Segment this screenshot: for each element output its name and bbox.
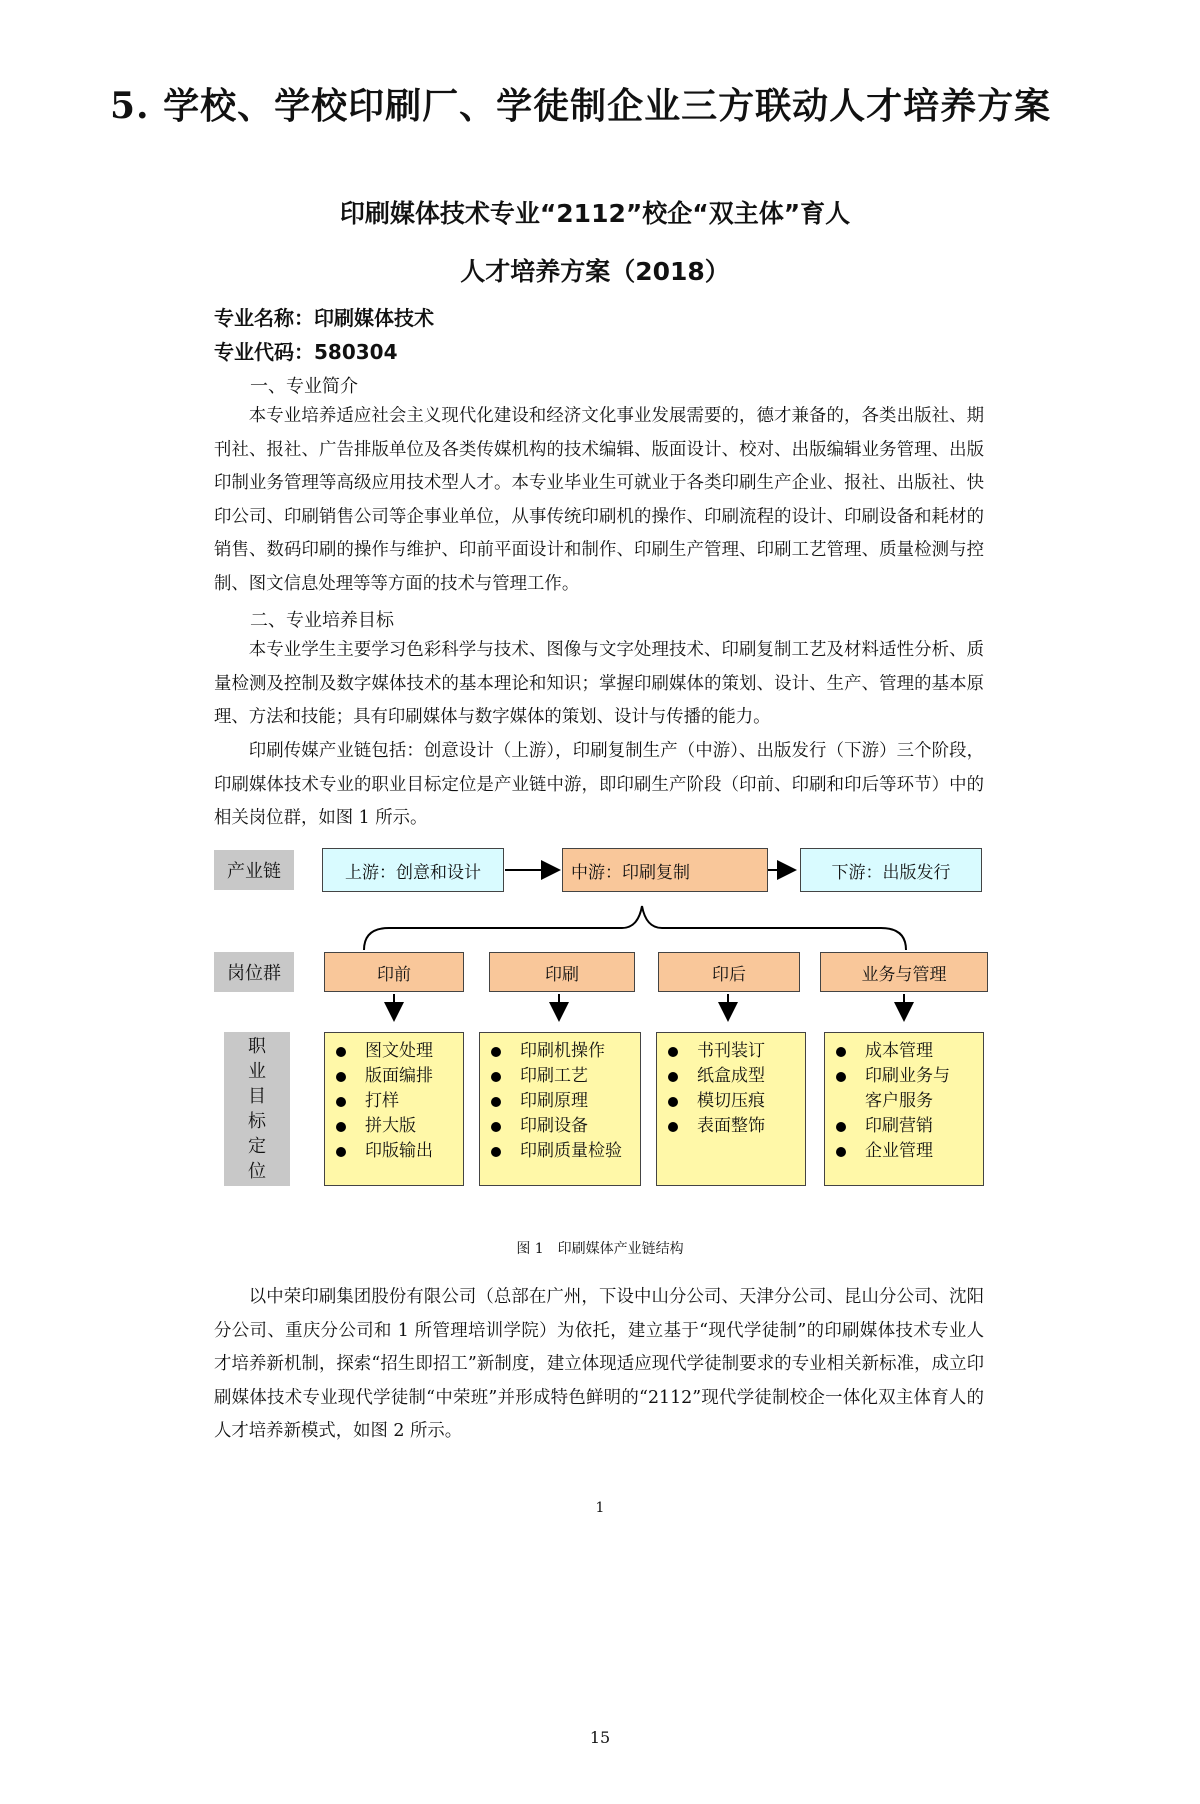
heading-objectives: 二、专业培养目标 [250,610,394,631]
list-item: 版面编排 [333,1064,463,1089]
brace-connector [364,906,906,950]
list-item: 成本管理 [833,1039,983,1064]
position-postpress: 印后 [658,952,800,992]
list-item: 印刷原理 [488,1089,640,1114]
paragraph-introduction: 本专业培养适应社会主义现代化建设和经济文化事业发展需要的，德才兼备的，各类出版社、期刊社、报社、广告排版单位及各类传媒机构的技术编辑、版面设计、校对、出版编辑业务管理、出版印制业务管理等高级应用技术型人才。本专业毕业生可就业于各类印刷生产企业、报社、出版社、快印公司、印刷销售公司等企事业单位，从事传统印刷机的操作、印刷流程的设计、印刷设备和耗材的销售、数码印刷的操作与维护、印前平面设计和制作、印刷生产管理、印刷工艺管理、质量检测与控制、图文信息处理等等方面的技术与管理工作。 [214,406,984,594]
chain-upstream: 上游：创意和设计 [322,848,504,892]
goals-prepress [324,1032,464,1186]
list-item: 拼大版 [333,1114,463,1139]
industry-chain-diagram [214,848,994,1223]
goals-business-management [824,1032,984,1186]
document-title-line1: 印刷媒体技术专业“2112”校企“双主体”育人 [339,199,851,228]
section-title: 5. 学校、学校印刷厂、学徒制企业三方联动人才培养方案 [110,85,1052,127]
list-item: 印刷工艺 [488,1064,640,1089]
list-item: 纸盒成型 [665,1064,805,1089]
major-name: 专业名称：印刷媒体技术 [214,306,434,330]
position-prepress: 印前 [324,952,464,992]
row-label-industry-chain: 产业链 [214,850,294,890]
list-item: 企业管理 [833,1139,983,1164]
list-item: 印刷设备 [488,1114,640,1139]
list-item: 印刷业务与 [833,1064,983,1089]
goals-postpress [656,1032,806,1186]
paragraph-objectives: 本专业学生主要学习色彩科学与技术、图像与文字处理技术、印刷复制工艺及材料适性分析、质量检测及控制及数字媒体技术的基本理论和知识；掌握印刷媒体的策划、设计、生产、管理的基本原理、方法和技能；具有印刷媒体与数字媒体的策划、设计与传播的能力。 [214,640,984,727]
list-item: 客户服务 [865,1091,933,1111]
figure-caption: 图 1 印刷媒体产业链结构 [516,1241,684,1257]
chain-downstream: 下游：出版发行 [800,848,982,892]
list-item: 印版输出 [333,1139,463,1164]
row-label-career-goals: 职 业 目 标 定 位 [224,1032,290,1186]
inner-page-number: 1 [595,1500,605,1516]
major-code: 专业代码：580304 [214,340,398,364]
list-item: 图文处理 [333,1039,463,1064]
goals-press [479,1032,641,1186]
page-number: 15 [589,1728,611,1747]
chain-midstream: 中游：印刷复制 [562,848,768,892]
list-item: 印刷质量检验 [488,1139,640,1164]
heading-introduction: 一、专业简介 [250,376,358,397]
list-item: 印刷营销 [833,1114,983,1139]
list-item: 表面整饰 [665,1114,805,1139]
list-item: 书刊装订 [665,1039,805,1064]
paragraph-industry-chain: 印刷传媒产业链包括：创意设计（上游），印刷复制生产（中游）、出版发行（下游）三个阶段，印刷媒体技术专业的职业目标定位是产业链中游，即印刷生产阶段（印前、印刷和印后等环节）中的相关岗位群，如图 1 所示。 [214,741,984,828]
list-item: 打样 [333,1089,463,1114]
document-title-line2: 人才培养方案（2018） [460,257,730,286]
row-label-position-group: 岗位群 [214,952,294,992]
paragraph-partnership: 以中荣印刷集团股份有限公司（总部在广州，下设中山分公司、天津分公司、昆山分公司、沈阳分公司、重庆分公司和 1 所管理培训学院）为依托，建立基于“现代学徒制”的印刷媒体技术专业人才培养新机制，探索“招生即招工”新制度，建立体现适应现代学徒制要求的专业相关新标准，成立印刷媒体技术专业现代学徒制“中荣班”并形成特色鲜明的“2112”现代学徒制校企一体化双主体育人的人才培养新模式，如图 2 所示。 [214,1287,984,1441]
list-item: 印刷机操作 [488,1039,640,1064]
list-item: 模切压痕 [665,1089,805,1114]
position-press: 印刷 [489,952,635,992]
position-business-management: 业务与管理 [820,952,988,992]
